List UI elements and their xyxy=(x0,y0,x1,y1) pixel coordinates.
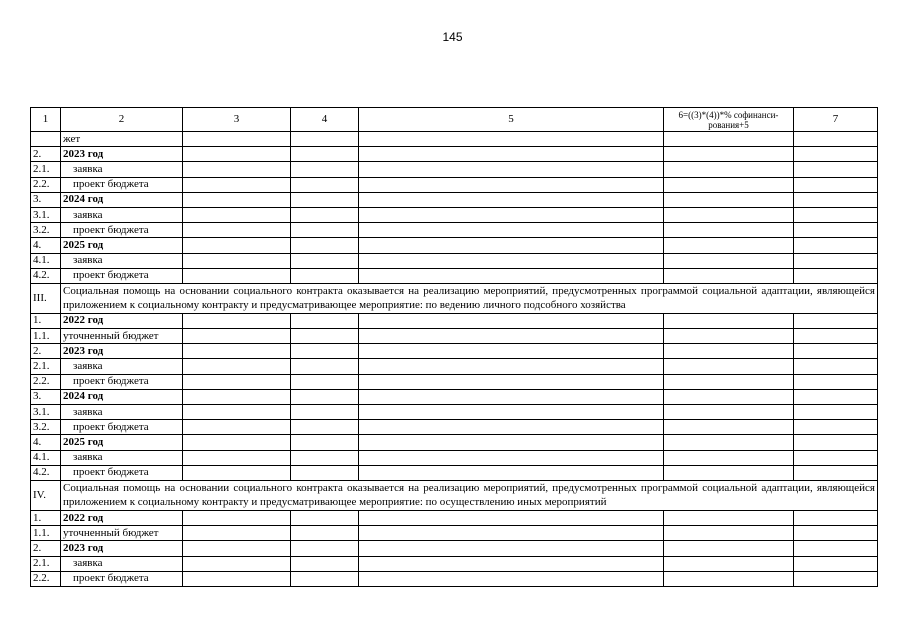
header-cell-4: 4 xyxy=(291,108,359,132)
table-row xyxy=(31,238,878,253)
value-cell-col-5 xyxy=(359,329,664,344)
row-label: 2022 год xyxy=(61,313,183,328)
value-cell-col-3 xyxy=(183,510,291,525)
table-row xyxy=(31,450,878,465)
value-cell-col-4 xyxy=(291,556,359,571)
value-cell-col-7 xyxy=(794,253,878,268)
row-label: проект бюджета xyxy=(61,374,183,389)
table-row xyxy=(31,389,878,404)
value-cell-col-3 xyxy=(183,556,291,571)
table-row xyxy=(31,510,878,525)
row-number: 4.2. xyxy=(31,268,61,283)
header-row xyxy=(31,108,878,132)
value-cell-col-3 xyxy=(183,435,291,450)
row-label: проект бюджета xyxy=(61,571,183,586)
row-number: 1.1. xyxy=(31,526,61,541)
value-cell-col-3 xyxy=(183,465,291,480)
row-label: заявка xyxy=(61,450,183,465)
section-row xyxy=(31,480,878,510)
value-cell-col-7 xyxy=(794,329,878,344)
value-cell-col-5 xyxy=(359,405,664,420)
value-cell-col-6 xyxy=(664,253,794,268)
value-cell-col-5 xyxy=(359,389,664,404)
table-row xyxy=(31,420,878,435)
value-cell-col-5 xyxy=(359,450,664,465)
value-cell-col-6 xyxy=(664,405,794,420)
value-cell-col-4 xyxy=(291,313,359,328)
row-number: 2.1. xyxy=(31,359,61,374)
row-label: жет xyxy=(61,132,183,147)
table-row xyxy=(31,207,878,222)
value-cell-col-5 xyxy=(359,571,664,586)
value-cell-col-3 xyxy=(183,359,291,374)
value-cell-col-7 xyxy=(794,344,878,359)
row-label: проект бюджета xyxy=(61,268,183,283)
table-row xyxy=(31,268,878,283)
row-number: 4.2. xyxy=(31,465,61,480)
section-number: IV. xyxy=(31,480,61,510)
header-cell-3: 3 xyxy=(183,108,291,132)
value-cell-col-7 xyxy=(794,147,878,162)
value-cell-col-5 xyxy=(359,177,664,192)
page-number: 145 xyxy=(442,30,463,44)
table-row xyxy=(31,329,878,344)
value-cell-col-5 xyxy=(359,238,664,253)
value-cell-col-4 xyxy=(291,359,359,374)
value-cell-col-7 xyxy=(794,223,878,238)
value-cell-col-3 xyxy=(183,207,291,222)
value-cell-col-7 xyxy=(794,405,878,420)
table-row xyxy=(31,192,878,207)
value-cell-col-4 xyxy=(291,510,359,525)
section-text: Социальная помощь на основании социального контракта оказывается на реализацию мероприятий, предусмотренных программой социальной адаптации, являющейся приложением к социальному контракту и предусматривающее мероприятие: по осуществлению иных мероприятий xyxy=(61,480,878,510)
row-number: 1. xyxy=(31,313,61,328)
row-label: уточненный бюджет xyxy=(61,526,183,541)
section-row xyxy=(31,283,878,313)
value-cell-col-5 xyxy=(359,359,664,374)
value-cell-col-7 xyxy=(794,556,878,571)
value-cell-col-4 xyxy=(291,405,359,420)
row-label: проект бюджета xyxy=(61,465,183,480)
row-number: 4.1. xyxy=(31,253,61,268)
value-cell-col-4 xyxy=(291,374,359,389)
value-cell-col-3 xyxy=(183,313,291,328)
value-cell-col-5 xyxy=(359,465,664,480)
table-row xyxy=(31,465,878,480)
row-number: 2.1. xyxy=(31,556,61,571)
value-cell-col-7 xyxy=(794,238,878,253)
value-cell-col-7 xyxy=(794,374,878,389)
value-cell-col-7 xyxy=(794,526,878,541)
row-label: заявка xyxy=(61,405,183,420)
row-number: 2.1. xyxy=(31,162,61,177)
value-cell-col-6 xyxy=(664,313,794,328)
value-cell-col-6 xyxy=(664,132,794,147)
value-cell-col-6 xyxy=(664,374,794,389)
row-label: заявка xyxy=(61,253,183,268)
header-cell-2: 2 xyxy=(61,108,183,132)
value-cell-col-6 xyxy=(664,510,794,525)
value-cell-col-6 xyxy=(664,344,794,359)
value-cell-col-5 xyxy=(359,268,664,283)
value-cell-col-3 xyxy=(183,420,291,435)
value-cell-col-4 xyxy=(291,526,359,541)
value-cell-col-7 xyxy=(794,268,878,283)
table-row xyxy=(31,177,878,192)
section-text: Социальная помощь на основании социального контракта оказывается на реализацию мероприятий, предусмотренных программой социальной адаптации, являющейся приложением к социальному контракту и предусматривающее мероприятие: по ведению личного подсобного хозяйства xyxy=(61,283,878,313)
value-cell-col-4 xyxy=(291,329,359,344)
row-number: 3.1. xyxy=(31,207,61,222)
value-cell-col-5 xyxy=(359,526,664,541)
header-cell-7: 7 xyxy=(794,108,878,132)
value-cell-col-4 xyxy=(291,253,359,268)
value-cell-col-6 xyxy=(664,526,794,541)
row-number: 1. xyxy=(31,510,61,525)
value-cell-col-7 xyxy=(794,132,878,147)
table-row xyxy=(31,541,878,556)
value-cell-col-4 xyxy=(291,389,359,404)
value-cell-col-3 xyxy=(183,374,291,389)
value-cell-col-5 xyxy=(359,207,664,222)
row-number: 2. xyxy=(31,147,61,162)
value-cell-col-5 xyxy=(359,253,664,268)
row-number: 2.2. xyxy=(31,571,61,586)
value-cell-col-3 xyxy=(183,268,291,283)
row-label: проект бюджета xyxy=(61,223,183,238)
row-number: 2.2. xyxy=(31,177,61,192)
value-cell-col-3 xyxy=(183,389,291,404)
value-cell-col-5 xyxy=(359,192,664,207)
value-cell-col-7 xyxy=(794,177,878,192)
value-cell-col-4 xyxy=(291,207,359,222)
value-cell-col-6 xyxy=(664,465,794,480)
value-cell-col-4 xyxy=(291,571,359,586)
value-cell-col-3 xyxy=(183,132,291,147)
value-cell-col-3 xyxy=(183,450,291,465)
row-number: 2.2. xyxy=(31,374,61,389)
row-label: заявка xyxy=(61,207,183,222)
value-cell-col-3 xyxy=(183,192,291,207)
table-row xyxy=(31,359,878,374)
value-cell-col-5 xyxy=(359,147,664,162)
value-cell-col-4 xyxy=(291,420,359,435)
row-label: 2022 год xyxy=(61,510,183,525)
value-cell-col-4 xyxy=(291,147,359,162)
value-cell-col-6 xyxy=(664,571,794,586)
row-label: проект бюджета xyxy=(61,177,183,192)
table-row xyxy=(31,571,878,586)
table-row xyxy=(31,223,878,238)
value-cell-col-4 xyxy=(291,162,359,177)
row-number: 3.1. xyxy=(31,405,61,420)
header-cell-1: 1 xyxy=(31,108,61,132)
row-label: 2024 год xyxy=(61,192,183,207)
value-cell-col-3 xyxy=(183,344,291,359)
value-cell-col-4 xyxy=(291,192,359,207)
value-cell-col-5 xyxy=(359,556,664,571)
value-cell-col-4 xyxy=(291,132,359,147)
row-label: заявка xyxy=(61,359,183,374)
value-cell-col-6 xyxy=(664,192,794,207)
table-row xyxy=(31,162,878,177)
value-cell-col-7 xyxy=(794,389,878,404)
value-cell-col-3 xyxy=(183,571,291,586)
budget-table xyxy=(30,107,878,587)
value-cell-col-6 xyxy=(664,435,794,450)
value-cell-col-5 xyxy=(359,420,664,435)
row-label: 2023 год xyxy=(61,147,183,162)
row-label: проект бюджета xyxy=(61,420,183,435)
table-row xyxy=(31,313,878,328)
row-label: 2023 год xyxy=(61,541,183,556)
value-cell-col-7 xyxy=(794,510,878,525)
value-cell-col-5 xyxy=(359,435,664,450)
value-cell-col-4 xyxy=(291,435,359,450)
value-cell-col-6 xyxy=(664,541,794,556)
value-cell-col-3 xyxy=(183,526,291,541)
value-cell-col-6 xyxy=(664,556,794,571)
table-row xyxy=(31,405,878,420)
table-row xyxy=(31,556,878,571)
value-cell-col-4 xyxy=(291,238,359,253)
value-cell-col-7 xyxy=(794,207,878,222)
table-row xyxy=(31,435,878,450)
value-cell-col-6 xyxy=(664,329,794,344)
value-cell-col-6 xyxy=(664,223,794,238)
row-number: 4.1. xyxy=(31,450,61,465)
table-row xyxy=(31,526,878,541)
row-number: 4. xyxy=(31,435,61,450)
value-cell-col-6 xyxy=(664,268,794,283)
row-number: 3. xyxy=(31,389,61,404)
table-row xyxy=(31,374,878,389)
table-row xyxy=(31,344,878,359)
value-cell-col-3 xyxy=(183,253,291,268)
value-cell-col-6 xyxy=(664,420,794,435)
value-cell-col-6 xyxy=(664,207,794,222)
value-cell-col-5 xyxy=(359,162,664,177)
value-cell-col-7 xyxy=(794,435,878,450)
row-number: 2. xyxy=(31,344,61,359)
value-cell-col-5 xyxy=(359,374,664,389)
value-cell-col-3 xyxy=(183,541,291,556)
value-cell-col-3 xyxy=(183,405,291,420)
value-cell-col-6 xyxy=(664,147,794,162)
value-cell-col-5 xyxy=(359,344,664,359)
value-cell-col-5 xyxy=(359,510,664,525)
value-cell-col-4 xyxy=(291,344,359,359)
row-label: заявка xyxy=(61,162,183,177)
value-cell-col-3 xyxy=(183,329,291,344)
value-cell-col-7 xyxy=(794,571,878,586)
value-cell-col-4 xyxy=(291,223,359,238)
value-cell-col-7 xyxy=(794,192,878,207)
value-cell-col-6 xyxy=(664,177,794,192)
value-cell-col-5 xyxy=(359,223,664,238)
value-cell-col-3 xyxy=(183,238,291,253)
value-cell-col-5 xyxy=(359,541,664,556)
value-cell-col-5 xyxy=(359,313,664,328)
value-cell-col-7 xyxy=(794,162,878,177)
value-cell-col-7 xyxy=(794,420,878,435)
value-cell-col-5 xyxy=(359,132,664,147)
value-cell-col-3 xyxy=(183,177,291,192)
table-row xyxy=(31,132,878,147)
value-cell-col-6 xyxy=(664,389,794,404)
value-cell-col-7 xyxy=(794,450,878,465)
value-cell-col-7 xyxy=(794,359,878,374)
row-number: 1.1. xyxy=(31,329,61,344)
value-cell-col-7 xyxy=(794,465,878,480)
value-cell-col-6 xyxy=(664,238,794,253)
row-number: 4. xyxy=(31,238,61,253)
header-cell-6: 6=((3)*(4))*% софинанси-рования+5 xyxy=(664,108,794,132)
row-number: 3.2. xyxy=(31,223,61,238)
value-cell-col-4 xyxy=(291,177,359,192)
row-label: 2025 год xyxy=(61,238,183,253)
value-cell-col-3 xyxy=(183,162,291,177)
table-row xyxy=(31,253,878,268)
value-cell-col-4 xyxy=(291,541,359,556)
row-number xyxy=(31,132,61,147)
row-label: 2023 год xyxy=(61,344,183,359)
value-cell-col-4 xyxy=(291,450,359,465)
row-label: заявка xyxy=(61,556,183,571)
value-cell-col-6 xyxy=(664,359,794,374)
value-cell-col-7 xyxy=(794,541,878,556)
value-cell-col-3 xyxy=(183,147,291,162)
row-number: 3. xyxy=(31,192,61,207)
table-row xyxy=(31,147,878,162)
row-label: 2024 год xyxy=(61,389,183,404)
section-number: III. xyxy=(31,283,61,313)
row-label: уточненный бюджет xyxy=(61,329,183,344)
row-number: 3.2. xyxy=(31,420,61,435)
value-cell-col-4 xyxy=(291,465,359,480)
value-cell-col-6 xyxy=(664,162,794,177)
value-cell-col-3 xyxy=(183,223,291,238)
row-number: 2. xyxy=(31,541,61,556)
row-label: 2025 год xyxy=(61,435,183,450)
value-cell-col-7 xyxy=(794,313,878,328)
value-cell-col-4 xyxy=(291,268,359,283)
value-cell-col-6 xyxy=(664,450,794,465)
header-cell-5: 5 xyxy=(359,108,664,132)
